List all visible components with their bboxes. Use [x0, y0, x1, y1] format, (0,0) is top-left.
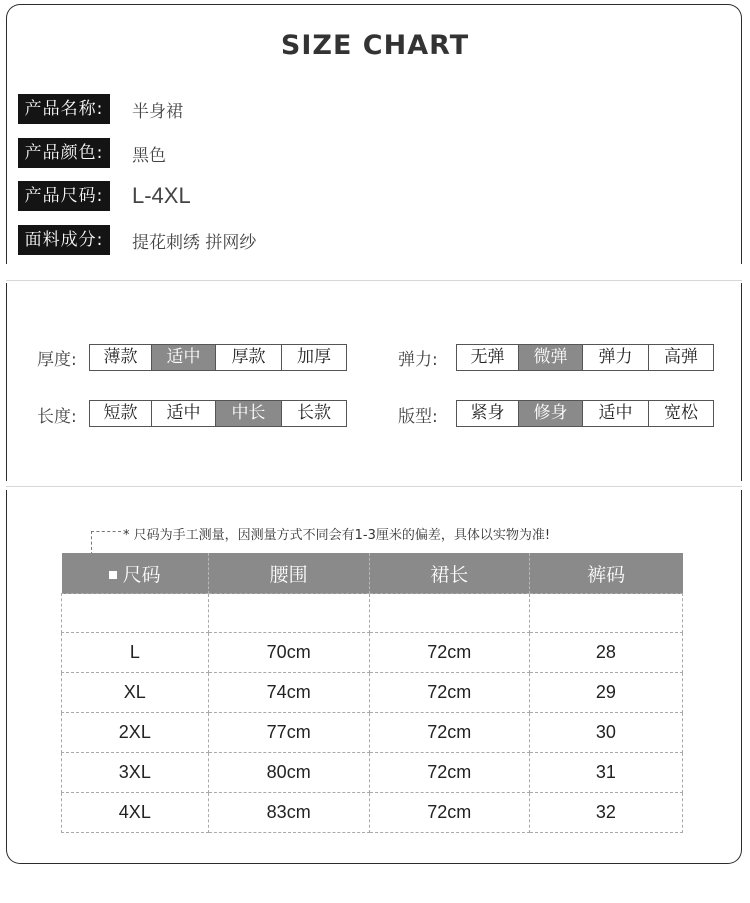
table-header-cell: 裙长 — [369, 553, 529, 594]
length-label: 长度: — [37, 407, 77, 427]
elasticity-option: 弹力 — [583, 345, 649, 370]
info-label: 产品颜色: — [18, 138, 110, 168]
info-label: 面料成分: — [18, 225, 110, 255]
fit-option: 紧身 — [457, 401, 519, 426]
table-cell: 72cm — [369, 673, 529, 713]
length-option: 适中 — [152, 401, 216, 426]
table-row-empty — [62, 594, 683, 633]
info-label: 产品名称: — [18, 94, 110, 124]
info-value: 提花刺绣 拼网纱 — [132, 232, 257, 253]
table-cell: 4XL — [62, 793, 209, 833]
size-table — [61, 553, 683, 833]
thickness-option: 厚款 — [216, 345, 282, 370]
table-row — [62, 673, 683, 713]
divider — [6, 486, 742, 487]
table-cell: 3XL — [62, 753, 209, 793]
table-cell — [208, 594, 369, 633]
length-option: 短款 — [90, 401, 152, 426]
table-row — [62, 793, 683, 833]
table-cell: 83cm — [208, 793, 369, 833]
square-bullet-icon — [109, 571, 117, 579]
note-leader-line — [91, 531, 121, 532]
info-row-color — [18, 138, 166, 168]
elasticity-option: 无弹 — [457, 345, 519, 370]
table-cell: 70cm — [208, 633, 369, 673]
table-cell: 80cm — [208, 753, 369, 793]
info-value: 黑色 — [132, 145, 166, 166]
table-cell: 74cm — [208, 673, 369, 713]
attributes-section-frame — [6, 283, 742, 481]
thickness-option: 薄款 — [90, 345, 152, 370]
info-label: 产品尺码: — [18, 181, 110, 211]
table-cell: 72cm — [369, 633, 529, 673]
table-row — [62, 633, 683, 673]
elasticity-label: 弹力: — [398, 350, 438, 370]
elasticity-options — [456, 344, 714, 371]
info-value: L-4XL — [132, 183, 191, 208]
fit-option: 宽松 — [664, 403, 698, 423]
fit-label: 版型: — [398, 407, 438, 427]
table-header-cell — [62, 553, 209, 594]
table-cell: 31 — [529, 753, 682, 793]
table-cell — [62, 594, 209, 633]
info-row-size — [18, 181, 191, 211]
table-cell: 29 — [529, 673, 682, 713]
header-label: 尺码 — [122, 563, 161, 586]
elasticity-option: 高弹 — [664, 347, 698, 367]
page-title: SIZE CHART — [280, 30, 470, 61]
table-cell: L — [62, 633, 209, 673]
measurement-note: * 尺码为手工测量，因测量方式不同会有1-3厘米的偏差，具体以实物为准! — [123, 528, 551, 543]
table-header-cell: 腰围 — [208, 553, 369, 594]
fit-option: 修身 — [519, 401, 583, 426]
thickness-label: 厚度: — [37, 350, 77, 370]
table-row — [62, 713, 683, 753]
elasticity-option: 微弹 — [519, 345, 583, 370]
info-row-name — [18, 94, 183, 124]
table-row — [62, 753, 683, 793]
table-cell: 72cm — [369, 713, 529, 753]
thickness-options — [89, 344, 347, 371]
thickness-option: 加厚 — [297, 347, 331, 367]
fit-option: 适中 — [583, 401, 649, 426]
info-value: 半身裙 — [132, 101, 183, 122]
thickness-option: 适中 — [152, 345, 216, 370]
info-row-material — [18, 225, 256, 255]
table-cell: 30 — [529, 713, 682, 753]
table-cell: 32 — [529, 793, 682, 833]
divider — [6, 280, 742, 281]
table-cell: 2XL — [62, 713, 209, 753]
table-cell — [369, 594, 529, 633]
table-cell: 77cm — [208, 713, 369, 753]
table-cell: 72cm — [369, 753, 529, 793]
length-option: 中长 — [216, 401, 282, 426]
table-cell — [529, 594, 682, 633]
table-cell: 28 — [529, 633, 682, 673]
length-options — [89, 400, 347, 427]
table-cell: XL — [62, 673, 209, 713]
table-header-row — [62, 553, 683, 594]
table-header-cell: 裤码 — [529, 553, 682, 594]
table-cell: 72cm — [369, 793, 529, 833]
fit-options — [456, 400, 714, 427]
length-option: 长款 — [297, 403, 331, 423]
